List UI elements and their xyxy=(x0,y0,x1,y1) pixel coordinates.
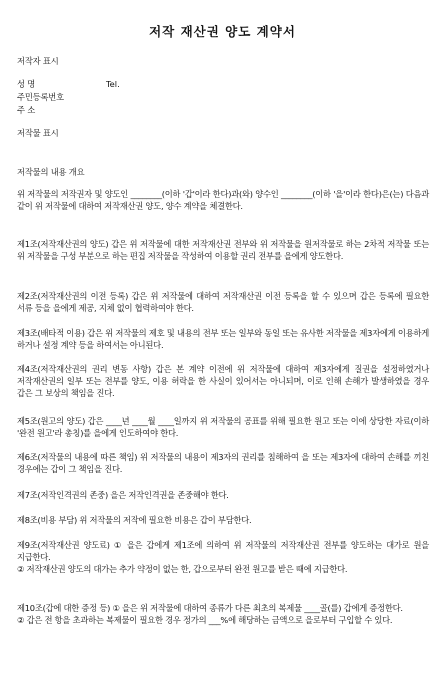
contract-intro: 위 저작물의 저작권자 및 양도인 ________(이하 '갑'이라 한다)과(와) 양수인 ________(이하 '을'이라 한다)은(는) 다음과 같이 위 저작물에 대하여 저작재산권 양도, 양수 계약을 체결한다. xyxy=(17,189,429,211)
article-1-assignment: 제1조(저작재산권의 양도) 갑은 위 저작물에 대한 저작재산권 전부와 위 저작물을 원저작물로 하는 2차적 저작물 또는 위 저작물을 구성 부분으로 하는 편집 저작물을 작성하여 이용할 권리 전부를 을에게 양도한다. xyxy=(17,239,429,261)
article-9-fee: 제9조(저작재산권 양도료) ① 을은 갑에게 제1조에 의하여 위 저작물의 저작재산권 전부를 양도하는 대가로 원을 지급한다. ② 저작재산권 양도의 대가는 추가 약정이 없는 한, 갑으로부터 완전 원고를 받은 때에 지급한다. xyxy=(17,540,429,574)
summary-heading: 저작물의 내용 개요 xyxy=(17,167,85,177)
work-section-heading: 저작물 표시 xyxy=(17,128,59,138)
article-7-moral-rights: 제7조(저작인격권의 존중) 을은 저작인격권을 존중해야 한다. xyxy=(17,490,229,500)
tel-label: Tel. xyxy=(106,79,120,89)
address-label: 주 소 xyxy=(17,105,36,115)
article-10-copies: 제10조(갑에 대한 증정 등) ① 을은 위 저작물에 대하여 종류가 다른 최초의 복제물 ____골(를) 갑에게 증정한다. ② 갑은 전 항을 초과하는 복제물이 필요한 경우 정가의 ___%에 해당하는 금액으로 을로부터 구입할 수 있다. xyxy=(17,603,403,625)
article-4-rights-changes: 제4조(저작재산권의 권리 변동 사항) 갑은 본 계약 이전에 위 저작물에 대하여 제3자에게 질권을 설정하였거나 저작재산권의 일부 또는 전부를 양도, 이용 허락을 한 사실이 있어서는 아니되며, 이로 인해 손해가 발생하였을 경우 갑은 그 보상의 책임을 진다. xyxy=(17,364,429,398)
author-section-heading: 저작자 표시 xyxy=(17,56,59,66)
article-3-exclusive-use: 제3조(배타적 이용) 갑은 위 저작물의 제호 및 내용의 전부 또는 일부와 동일 또는 유사한 저작물을 제3자에게 이용하게 하거나 설정 계약 등을 하여서는 아니된다. xyxy=(17,328,429,350)
rrn-label: 주민등록번호 xyxy=(17,92,64,102)
article-2-registration: 제2조(저작재산권의 이전 등록) 갑은 위 저작물에 대하여 저작재산권 이전 등록을 할 수 있으며 갑은 등록에 필요한 서류 등을 을에게 제공, 지체 없이 협력하여야 한다. xyxy=(17,291,429,313)
article-5-manuscript: 제5조(원고의 양도) 갑은 ____년 ____월 ____일까지 위 저작물의 공표를 위해 필요한 원고 또는 이에 상당한 자료(이하 '완전 원고'라 총칭)를 을에게 인도하여야 한다. xyxy=(17,416,429,438)
document-title: 저작 재산권 양도 계약서 xyxy=(149,24,296,39)
name-label: 성 명 xyxy=(17,79,36,89)
article-8-costs: 제8조(비용 부담) 위 저작물의 저작에 필요한 비용은 갑이 부담한다. xyxy=(17,515,252,525)
article-6-liability: 제6조(저작물의 내용에 따른 책임) 위 저작물의 내용이 제3자의 권리를 침해하여 을 또는 제3자에 대하여 손해를 끼친 경우에는 갑이 그 책임을 진다. xyxy=(17,452,429,474)
